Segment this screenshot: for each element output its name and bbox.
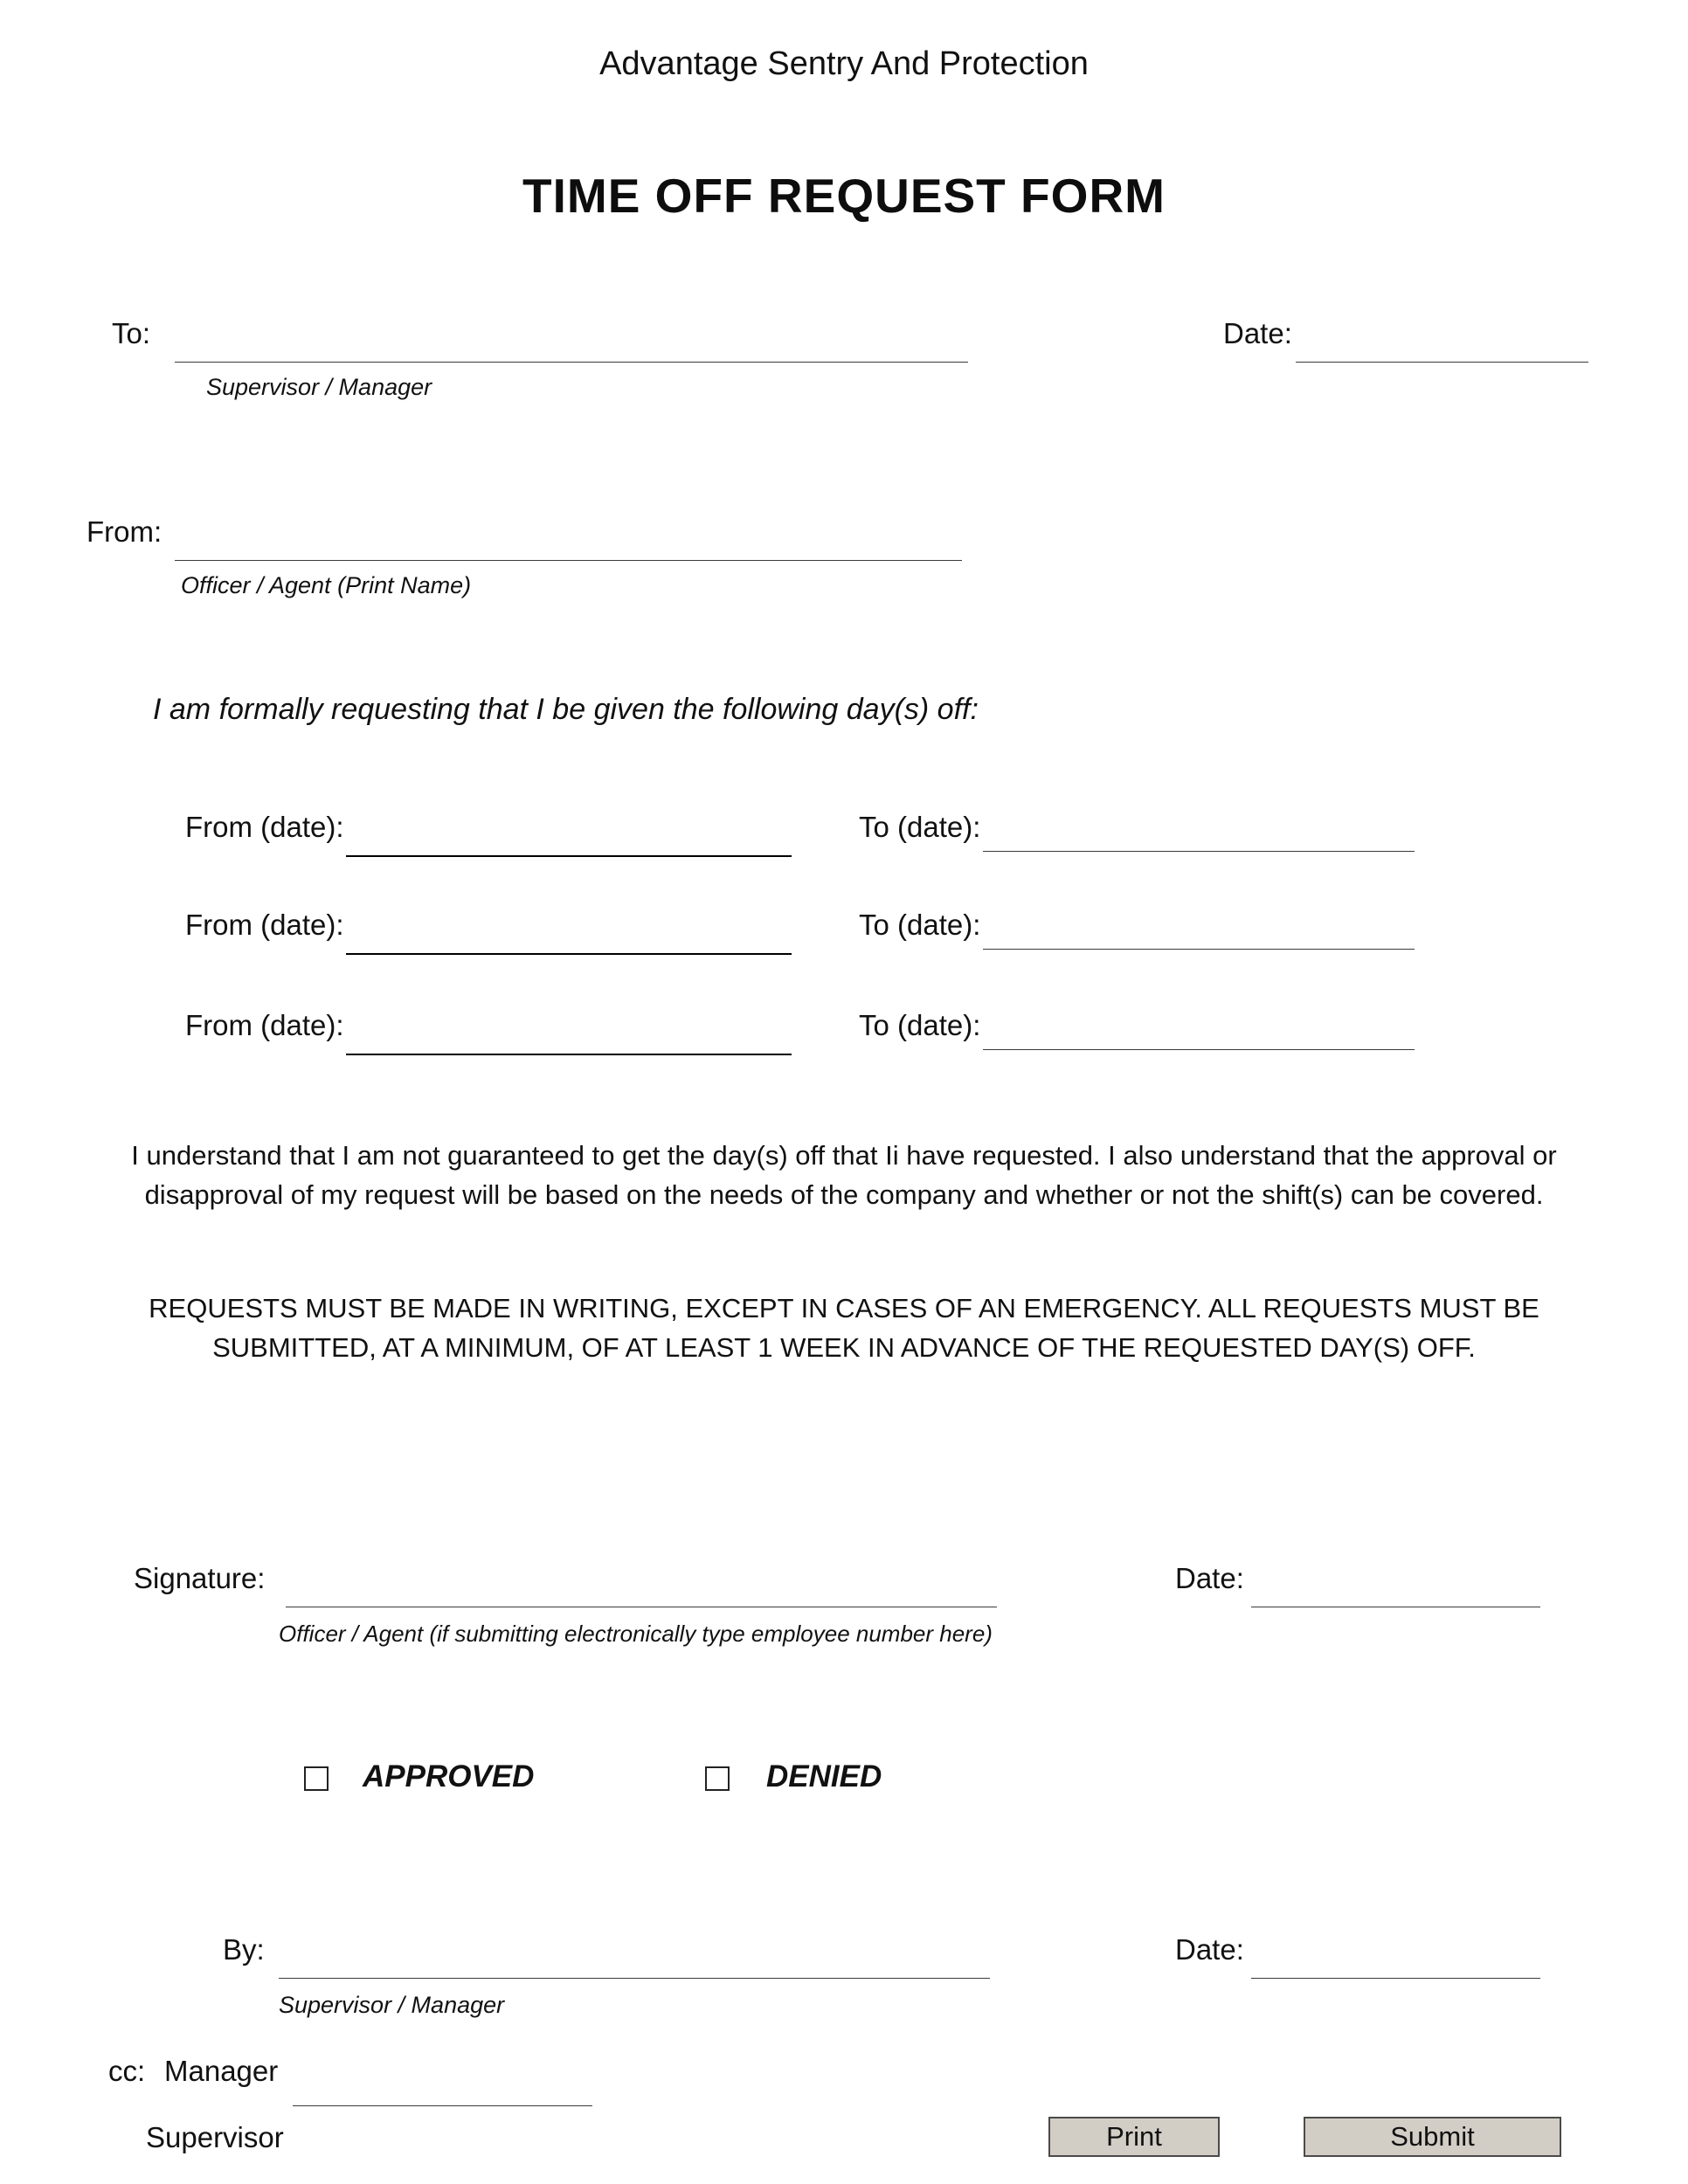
from-date-label-3: From (date): — [185, 1009, 344, 1041]
understand-paragraph: I understand that I am not guaranteed to get the day(s) off that Ii have requested. I also understand that the approval or disapproval of my request will be based on the needs of the company and whether or not the shift(s) can be covered. — [131, 1140, 1557, 1210]
signature-caption: Officer / Agent (if submitting electronically type employee number here) — [279, 1621, 993, 1647]
to-date-input-2[interactable] — [983, 910, 1415, 950]
from-date-label-2: From (date): — [185, 909, 344, 941]
cc-label: cc: — [108, 2055, 146, 2087]
to-date-input-3[interactable] — [983, 1011, 1415, 1050]
to-date-label-2: To (date): — [859, 909, 981, 941]
to-input[interactable] — [175, 323, 968, 363]
from-date-input-2[interactable] — [346, 915, 792, 955]
from-label: From: — [86, 515, 163, 548]
cc-manager-input[interactable] — [293, 2070, 592, 2106]
signature-date-input[interactable] — [1251, 1568, 1540, 1607]
header-date-input[interactable] — [1296, 323, 1588, 363]
to-date-input-1[interactable] — [983, 812, 1415, 852]
company-name: Advantage Sentry And Protection — [599, 45, 1089, 82]
submit-button[interactable]: Submit — [1304, 2117, 1561, 2157]
cc-manager-label: Manager — [164, 2055, 279, 2087]
denied-label: DENIED — [766, 1759, 882, 1794]
from-caption: Officer / Agent (Print Name) — [181, 572, 472, 598]
denied-checkbox[interactable] — [705, 1766, 730, 1791]
signature-input[interactable] — [286, 1568, 997, 1607]
header-date-label: Date: — [1223, 317, 1292, 349]
to-label: To: — [112, 317, 151, 349]
approved-checkbox[interactable] — [304, 1766, 329, 1791]
cc-supervisor-label: Supervisor — [146, 2121, 284, 2153]
request-intro-text: I am formally requesting that I be given the following day(s) off: — [153, 693, 979, 726]
by-input[interactable] — [279, 1939, 990, 1979]
by-caption: Supervisor / Manager — [279, 1992, 505, 2018]
by-date-input[interactable] — [1251, 1939, 1540, 1979]
print-button[interactable]: Print — [1048, 2117, 1220, 2157]
signature-date-label: Date: — [1175, 1562, 1244, 1594]
approved-label: APPROVED — [363, 1759, 535, 1794]
to-date-label-1: To (date): — [859, 811, 981, 843]
to-caption: Supervisor / Manager — [206, 374, 432, 400]
requests-paragraph: REQUESTS MUST BE MADE IN WRITING, EXCEPT IN CASES OF AN EMERGENCY. ALL REQUESTS MUST BE SUBMITTED, AT A MINIMUM, OF AT LEAST 1 WEEK IN ADVANCE OF THE REQUESTED DAY(S) OFF. — [149, 1293, 1539, 1363]
from-date-label-1: From (date): — [185, 811, 344, 843]
from-date-input-3[interactable] — [346, 1015, 792, 1055]
from-date-input-1[interactable] — [346, 817, 792, 857]
signature-label: Signature: — [134, 1562, 266, 1594]
by-date-label: Date: — [1175, 1933, 1244, 1966]
to-date-label-3: To (date): — [859, 1009, 981, 1041]
from-input[interactable] — [175, 522, 962, 561]
by-label: By: — [223, 1933, 265, 1966]
page-title: TIME OFF REQUEST FORM — [522, 169, 1166, 223]
